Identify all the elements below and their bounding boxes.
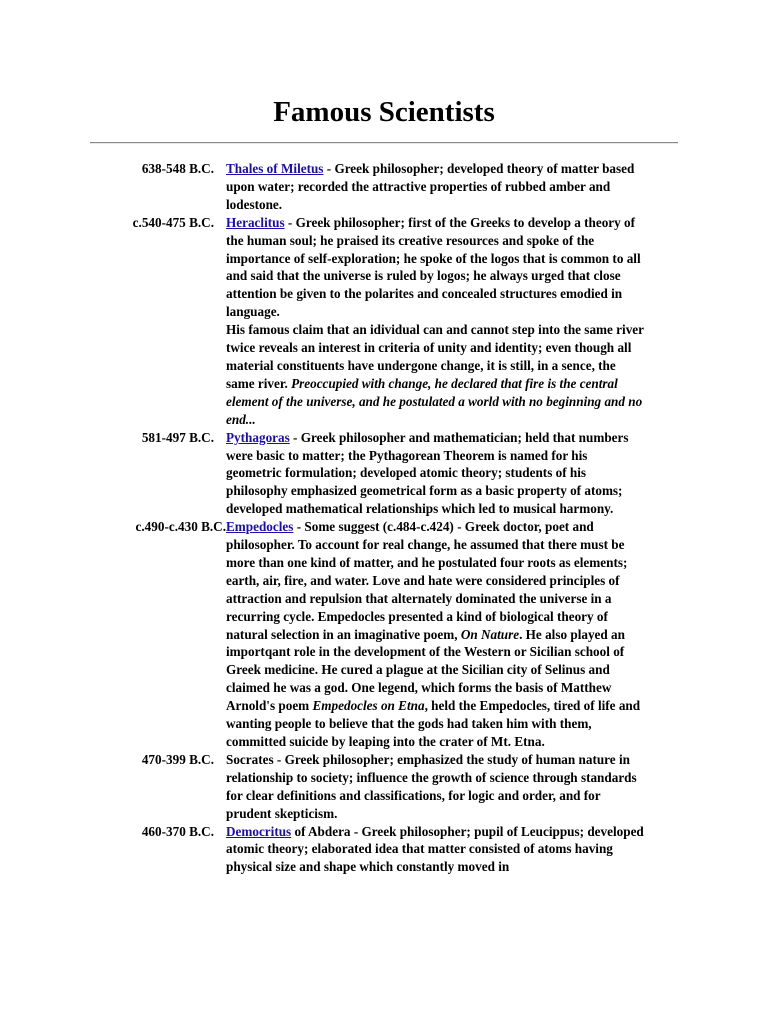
entry-date: c.540-475 B.C. [132, 214, 214, 230]
entry-description [226, 429, 644, 519]
entry-description [226, 160, 644, 214]
link-pythagoras[interactable]: Pythagoras [226, 429, 290, 445]
entry-text-italic: Preoccupied with change, he declared that fire is the central element of the universe, and he postulated a world with no beginning and no end... [226, 375, 643, 427]
entry-democritus [100, 823, 660, 877]
entry-thales [100, 160, 660, 214]
entry-date: 581-497 B.C. [141, 429, 214, 445]
entry-description [226, 214, 644, 429]
link-democritus[interactable]: Democritus [226, 823, 292, 839]
title-divider [90, 142, 678, 144]
poem-title-on-nature: On Nature [460, 626, 520, 642]
entry-text: - Some suggest (c.484-c.424) - Greek doctor, poet and philosopher. To account for real change, he assumed that there must be more than one kind of matter, and he postulated four roots as elements; earth, air, fire, and water. Love and hate were considered principles of attraction and repulsion that alternately dominated the universe in a recurring cycle. Empedocles presented a kind of biological theory of natural selection in an imaginative poem, [226, 519, 628, 642]
entry-text: . He also played an importqant role in the development of the Western or Sicilian school of Greek medicine. He cured a plague at the Sicilian city of Selinus and claimed he was a god. One legend, which forms the basis of Matthew Arnold's poem [226, 626, 625, 714]
entry-date: 470-399 B.C. [141, 751, 214, 767]
page-title: Famous Scientists [273, 96, 495, 128]
entry-date: c.490-c.430 B.C. [135, 519, 226, 535]
entry-text-continued: His famous claim that an idividual can and cannot step into the same river twice reveals an interest in criteria of unity and identity; even though all material constituents have undergone change, it is still, in a sence, the same river. [226, 322, 644, 391]
entry-date: 460-370 B.C. [141, 823, 214, 839]
entry-date: 638-548 B.C. [141, 161, 214, 176]
entry-description [226, 751, 644, 823]
poem-title-empedocles-on-etna: Empedocles on Etna [312, 698, 425, 714]
entry-heraclitus [100, 214, 660, 429]
entry-text: of Abdera - Greek philosopher; pupil of Leucippus; developed atomic theory; elaborated idea that matter consisted of atoms having physical size and shape which constantly moved in [226, 823, 644, 875]
entry-text: - Greek philosopher and mathematician; held that numbers were basic to matter; the Pythagorean Theorem is named for his geometric formulation; developed atomic theory; students of his philosophy emphasized geometrical form as a basic property of atoms; developed mathematical relationships which led to musical harmony. [226, 429, 629, 517]
scientist-list [100, 160, 660, 876]
entry-text: - Greek philosopher; first of the Greeks to develop a theory of the human soul; he praised its creative resources and spoke of the importance of self-exploration; he spoke of the logos that is common to all and said that the universe is ruled by logos; he always urged that close attention be given to the polarites and concealed structures emodied in language. [226, 214, 641, 320]
link-thales-of-miletus[interactable]: Thales of Miletus [226, 161, 324, 176]
link-heraclitus[interactable]: Heraclitus [226, 214, 285, 230]
entry-socrates [100, 751, 660, 823]
entry-description [226, 823, 644, 877]
entry-empedocles [100, 518, 660, 751]
entry-text: , held the Empedocles, tired of life and wanting people to believe that the gods had taken him with them, committed suicide by leaping into the crater of Mt. Etna. [226, 698, 641, 749]
entry-text: Socrates - Greek philosopher; emphasized the study of human nature in relationship to society; influence the growth of science through standards for clear definitions and classifications, for logic and order, and for prudent skepticism. [226, 751, 637, 821]
link-empedocles[interactable]: Empedocles [226, 519, 294, 535]
entry-pythagoras [100, 429, 660, 519]
entry-description [226, 518, 644, 751]
entry-text: - Greek philosopher; developed theory of matter based upon water; recorded the attractive properties of rubbed amber and lodestone. [226, 161, 635, 212]
